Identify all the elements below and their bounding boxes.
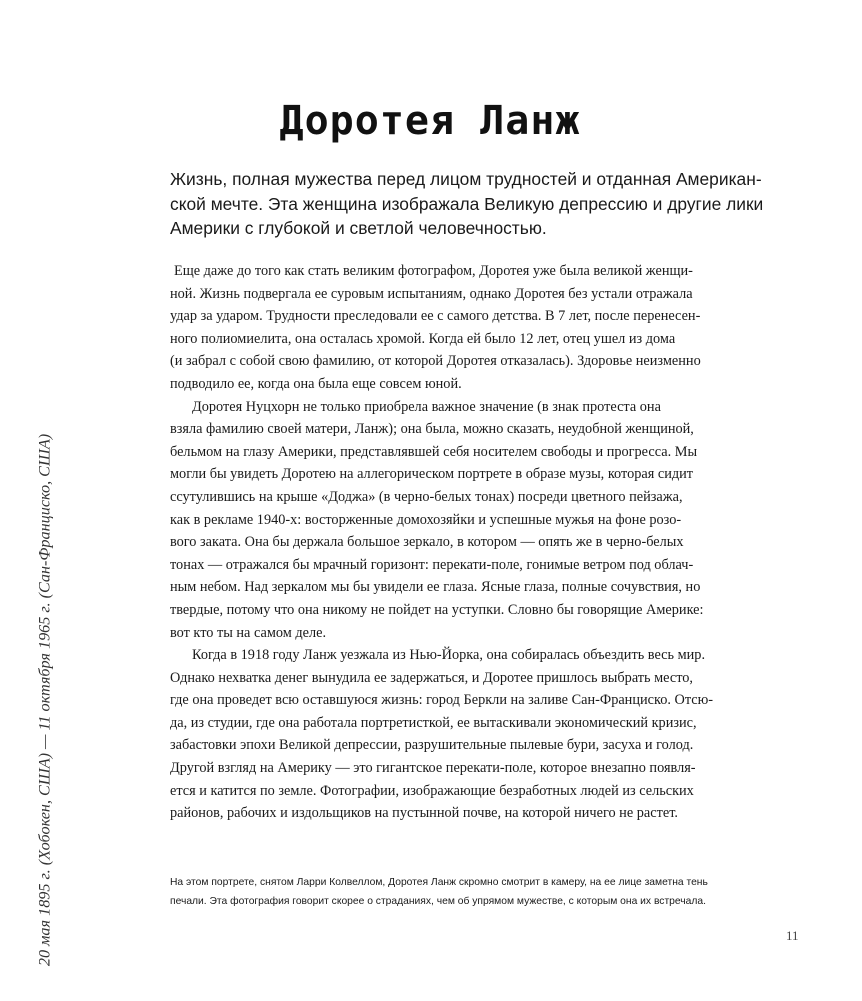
body-paragraph-1: [170, 260, 701, 396]
text-line: Доротея Нуцхорн не только приобрела важное значение (в знак протеста она: [192, 398, 661, 415]
life-dates-text: 20 мая 1895 г. (Хобокен, США) — 11 октября 1965 г. (Сан-Франциско, США): [35, 433, 54, 967]
text-line: ссутулившись на крыше «Доджа» (в черно-белых тонах) посреди цветного пейзажа,: [170, 488, 683, 505]
page-title: Доротея Ланж: [279, 98, 581, 144]
text-line: удар за ударом. Трудности преследовали ее с самого детства. В 7 лет, после перенесен-: [170, 308, 701, 325]
text-line: районов, рабочих и издольщиков на пустынной почве, на которой ничего не растет.: [170, 805, 678, 822]
text-line: ным небом. Над зеркалом мы бы увидели ее глаза. Ясные глаза, полные сочувствия, но: [170, 579, 701, 596]
text-line: взяла фамилию своей матери, Ланж); она была, можно сказать, неудобной женщиной,: [170, 421, 694, 438]
lead-line: ской мечте. Эта женщина изображала Великую депрессию и другие лики: [170, 193, 764, 214]
text-line: вот кто ты на самом деле.: [170, 624, 327, 641]
body-paragraph-2: [170, 396, 704, 645]
body-paragraph-3: [170, 644, 714, 825]
caption-line: печали. Эта фотография говорит скорее о страданиях, чем об упрямом мужестве, с которым она их встречала.: [170, 896, 706, 907]
text-line: Другой взгляд на Америку — это гигантское перекати-поле, которое внезапно появля-: [170, 760, 696, 777]
lead-line: Жизнь, полная мужества перед лицом трудностей и отданная Американ-: [170, 169, 762, 189]
text-line: твердые, потому что она никому не пойдет на уступки. Словно бы говорящие Америке:: [170, 601, 704, 618]
text-line: тонах — отражался бы мрачный горизонт: перекати-поле, гонимые ветром под облач-: [170, 556, 694, 573]
text-line: да, из студии, где она работала портретисткой, ее вытаскивали экономический кризис,: [170, 714, 697, 731]
page-number: 11: [786, 928, 799, 943]
text-line: как в рекламе 1940-х: восторженные домохозяйки и успешные мужья на фоне розо-: [170, 511, 682, 528]
text-line: ного полиомиелита, она осталась хромой. Когда ей было 12 лет, отец ушел из дома: [170, 330, 676, 347]
text-line: вого заката. Она бы держала большое зеркало, в котором — опять же в черно-белых: [170, 534, 684, 551]
text-line: ется и катится по земле. Фотографии, изображающие безработных людей из сельских: [170, 782, 694, 799]
text-line: где она проведет всю оставшуюся жизнь: город Беркли на заливе Сан-Франциско. Отсю-: [170, 692, 714, 709]
text-line: Когда в 1918 году Ланж уезжала из Нью-Йорка, она собиралась объездить весь мир.: [192, 647, 706, 664]
text-line: Еще даже до того как стать великим фотографом, Доротея уже была великой женщи-: [174, 263, 693, 279]
text-line: Однако нехватка денег вынудила ее задержаться, и Доротее пришлось выбрать место,: [170, 669, 694, 686]
photo-caption: [170, 873, 708, 911]
lead-line: Америки с глубокой и светлой человечностью.: [170, 218, 547, 238]
text-line: забастовки эпохи Великой депрессии, разрушительные пылевые бури, засуха и голод.: [170, 737, 694, 754]
text-line: могли бы увидеть Доротею на аллегорическом портрете в образе музы, которая сидит: [170, 466, 694, 483]
text-line: подводило ее, когда она была еще совсем юной.: [170, 375, 462, 392]
body-text: [170, 260, 714, 825]
caption-line: На этом портрете, снятом Ларри Колвеллом, Доротея Ланж скромно смотрит в камеру, на ее лице заметна тень: [170, 877, 708, 888]
lead-paragraph: [170, 167, 764, 241]
text-line: бельмом на глазу Америки, представлявшей себя носителем свободы и прогресса. Мы: [170, 443, 698, 460]
text-line: ной. Жизнь подвергала ее суровым испытаниям, однако Доротея без устали отражала: [170, 285, 693, 302]
text-line: (и забрал с собой свою фамилию, от которой Доротея отказалась). Здоровье неизменно: [170, 353, 701, 370]
